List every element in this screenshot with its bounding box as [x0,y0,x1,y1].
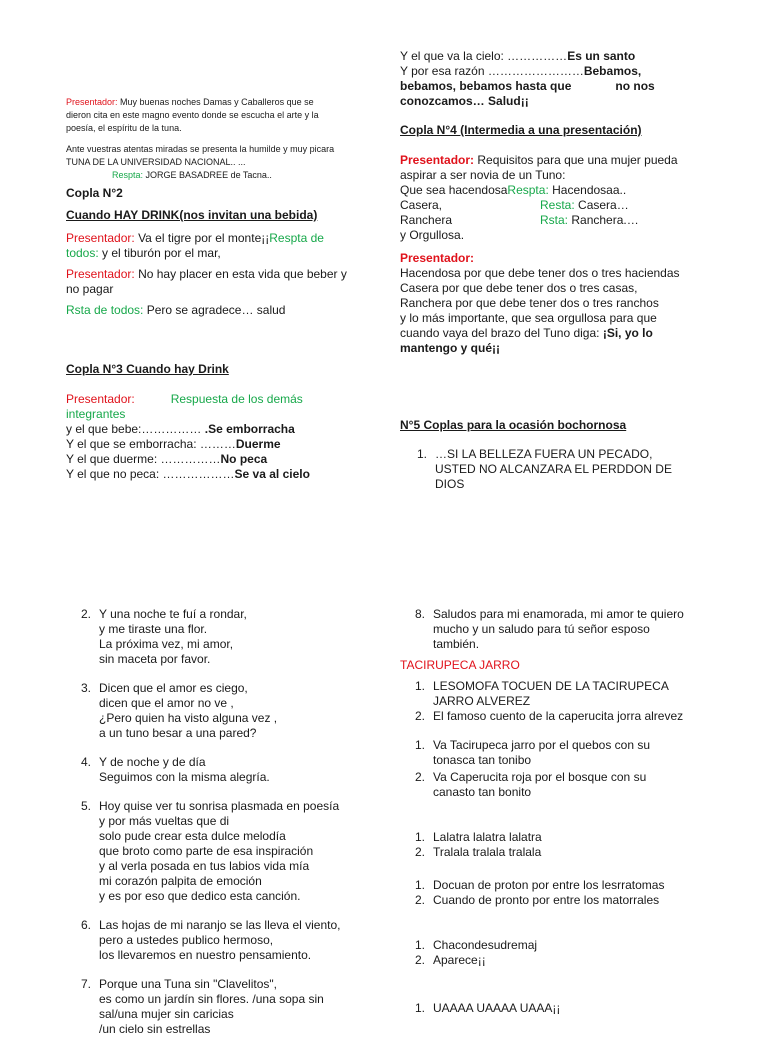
respta-label: Rsta: [540,213,569,227]
copla-answer: ¡Si, yo lo [602,326,653,340]
list-line: Y una noche te fuí a rondar, [99,607,247,621]
copla-answer: Hacendosaa.. [552,183,627,197]
copla-text: aspirar a ser novia de un Tuno: [400,168,566,182]
list-number: 7. [81,977,92,991]
respta-label: Respta: [507,183,549,197]
copla2-body [66,231,376,318]
list-item [398,679,743,709]
list-item [398,938,743,953]
respta-label: Respta: [112,170,144,180]
list-number: 1. [415,938,426,952]
list-line: Chacondesudremaj [433,938,538,952]
list-line: El famoso cuento de la caperucita jorra alrevez [433,709,684,723]
list-line: UAAAA UAAAA UAAA¡¡ [433,1001,561,1015]
copla-answer: mantengo y qué¡¡ [400,341,501,355]
list-line: Hoy quise ver tu sonrisa plasmada en poesía [99,799,340,813]
copla3-title: Copla N°3 Cuando hay Drink [66,362,229,376]
list-item [398,845,743,860]
copla-text: Hacendosa por que debe tener dos o tres haciendas [400,266,680,280]
list-item [64,607,384,667]
respta-label: Rsta de todos: [66,303,144,317]
copla4-body [400,153,720,356]
copla-answer: Duerme [235,437,281,451]
list-item [398,878,743,893]
copla-question: Casera, [400,198,443,212]
list-line: Porque una Tuna sin "Clavelitos", [99,977,277,991]
numbered-list [398,679,743,724]
copla-text: y lo más importante, que sea orgullosa para que [400,311,657,325]
list-line: es como un jardín sin flores. /una sopa sin [99,992,324,1006]
copla-text: Casera por que debe tener dos o tres casas, [400,281,638,295]
list-line: mucho y un saludo para tú señor esposo [433,622,650,636]
list-line: y es por eso que dedico esta canción. [99,889,301,903]
intro-line: dieron cita en este magno evento donde se escucha el arte y la [66,110,319,120]
list-line: también. [433,637,480,651]
list-line: Aparece¡¡ [433,953,486,967]
list-line: LESOMOFA TOCUEN DE LA TACIRUPECA [433,679,669,693]
copla-text: cuando vaya del brazo del Tuno diga: [400,326,600,340]
copla-question: Y el que se emborracha: ……… [66,437,236,451]
tacirupeca-title: TACIRUPECA JARRO [400,658,520,672]
list-line: y me tiraste una flor. [99,622,208,636]
list-item [398,893,743,908]
numbered-list [398,738,743,800]
list-line: /un cielo sin estrellas [99,1022,211,1036]
list-number: 4. [81,755,92,769]
copla-answer: Bebamos, [583,64,642,78]
list-number: 8. [415,607,426,621]
list-line: Y de noche y de día [99,755,206,769]
list-number: 6. [81,918,92,932]
copla-answer: Casera… [578,198,629,212]
copla-text: Pero se agradece… salud [146,303,286,317]
list-item [398,738,743,768]
list-number: 2. [415,893,426,907]
copla5-title: N°5 Coplas para la ocasión bochornosa [400,418,627,432]
list-line: Cuando de pronto por entre los matorrales [433,893,660,907]
copla-question: Ranchera [400,213,453,227]
copla-answer: Ranchera.… [571,213,639,227]
list-number: 1. [417,447,428,461]
list-item [64,977,384,1037]
respta-label: todos: [66,246,99,260]
copla-question: Y el que no peca: ……………… [66,467,235,481]
copla2-title: Copla N°2 [66,186,123,200]
copla-answer: Se va al cielo [234,467,310,481]
list-number: 1. [415,738,426,752]
copla-question: Que sea hacendosa [400,183,508,197]
right-bottom [398,607,743,1016]
numbered-list [64,607,384,1037]
list-item [64,799,384,904]
respuesta-label: integrantes [66,407,126,421]
presentador-label: Presentador: [66,392,135,406]
copla4-title: Copla N°4 (Intermedia a una presentación) [400,123,642,137]
numbered-list [398,830,743,860]
list-item [398,709,743,724]
list-line: los llevaremos en nuestro pensamiento. [99,948,312,962]
copla2-subtitle: Cuando HAY DRINK(nos invitan una bebida) [66,208,318,222]
intro-line: Ante vuestras atentas miradas se presenta la humilde y muy picara [66,144,335,154]
list-item [398,953,743,968]
copla-answer: Es un santo [567,49,636,63]
list-line: JARRO ALVEREZ [433,694,531,708]
list-number: 2. [415,770,426,784]
list-line: Docuan de proton por entre los lesrratomas [433,878,665,892]
copla-question: Y el que duerme: …………… [66,452,221,466]
list-line: mi corazón palpita de emoción [99,874,262,888]
list-number: 2. [415,845,426,859]
respta-text: JORGE BASADREE de Tacna.. [145,170,272,180]
list-line: Las hojas de mi naranjo se las lleva el viento, [99,918,341,932]
list-line: USTED NO ALCANZARA EL PERDDON DE [435,462,672,476]
list-line: canasto tan bonito [433,785,532,799]
copla5-list [400,447,730,492]
list-line: sin maceta por favor. [99,652,211,666]
list-number: 1. [415,679,426,693]
copla-text: No hay placer en esta vida que beber y [138,267,347,281]
list-number: 1. [415,830,426,844]
copla-text: y el tiburón por el mar, [102,246,221,260]
list-number: 3. [81,681,92,695]
list-line: dicen que el amor no ve , [99,696,234,710]
copla-answer: No peca [220,452,268,466]
presentador-label: Presentador: [66,267,135,281]
copla-text: Va el tigre por el monte¡¡ [138,231,270,245]
copla-text: no pagar [66,282,114,296]
list-item [398,770,743,800]
list-number: 1. [415,878,426,892]
copla-question: Y por esa razón …………………… [400,64,584,78]
copla-question: Y el que va la cielo: …………… [400,49,568,63]
list-line: ¿Pero quien ha visto alguna vez , [99,711,278,725]
respta-label: Respta de [269,231,324,245]
list-line: que broto como parte de esa inspiración [99,844,314,858]
left-bottom-list [64,607,384,1037]
copla-text: Requisitos para que una mujer pueda [477,153,678,167]
list-line: Dicen que el amor es ciego, [99,681,248,695]
copla-text: Ranchera por que debe tener dos o tres ranchos [400,296,659,310]
copla-answer: .Se emborracha [204,422,295,436]
list-item [398,830,743,845]
list-number: 1. [415,1001,426,1015]
list-line: solo pude crear esta dulce melodía [99,829,286,843]
list-number: 2. [415,953,426,967]
list-line: tonasca tan tonibo [433,753,532,767]
list-item [64,681,384,741]
list-line: Va Tacirupeca jarro por el quebos con su [433,738,651,752]
list-line: Va Caperucita roja por el bosque con su [433,770,647,784]
intro-line: poesía, el espíritu de la tuna. [66,123,182,133]
respta-label: Resta: [540,198,575,212]
list-line: La próxima vez, mi amor, [99,637,234,651]
copla-answer: no nos [615,79,655,93]
numbered-list [398,1001,743,1016]
list-line: DIOS [435,477,465,491]
intro-block [66,96,366,182]
list-line: Lalatra lalatra lalatra [433,830,542,844]
list-item [400,447,730,492]
list-line: Tralala tralala tralala [433,845,542,859]
copla3-body [66,392,376,482]
right-intro [400,49,720,109]
list-line: y al verla posada en tus labios vida mía [99,859,310,873]
respuesta-label: Respuesta de los demás [170,392,303,406]
list-number: 2. [415,709,426,723]
list-item [398,607,743,652]
copla-question: y el que bebe:…………… [66,422,202,436]
numbered-list [398,878,743,908]
list-line: sal/una mujer sin caricias [99,1007,234,1021]
list-line: …SI LA BELLEZA FUERA UN PECADO, [435,447,653,461]
intro-line: Muy buenas noches Damas y Caballeros que se [120,97,314,107]
list-number: 2. [81,607,92,621]
numbered-list [398,607,743,652]
list-item [398,1001,743,1016]
copla-answer: bebamos, bebamos hasta que [400,79,572,93]
list-number: 5. [81,799,92,813]
list-item [64,755,384,785]
presentador-label: Presentador: [66,97,118,107]
numbered-list [398,938,743,968]
intro-line: TUNA DE LA UNIVERSIDAD NACIONAL.. ... [66,157,246,167]
list-line: y por más vueltas que di [99,814,230,828]
copla-answer: conozcamos… Salud¡¡ [400,94,529,108]
list-line: Seguimos con la misma alegría. [99,770,270,784]
presentador-label: Presentador: [400,251,475,265]
list-item [64,918,384,963]
presentador-label: Presentador: [66,231,135,245]
list-line: pero a ustedes publico hermoso, [99,933,274,947]
copla-question: y Orgullosa. [400,228,465,242]
list-line: Saludos para mi enamorada, mi amor te quiero [433,607,684,621]
list-line: a un tuno besar a una pared? [99,726,257,740]
presentador-label: Presentador: [400,153,475,167]
